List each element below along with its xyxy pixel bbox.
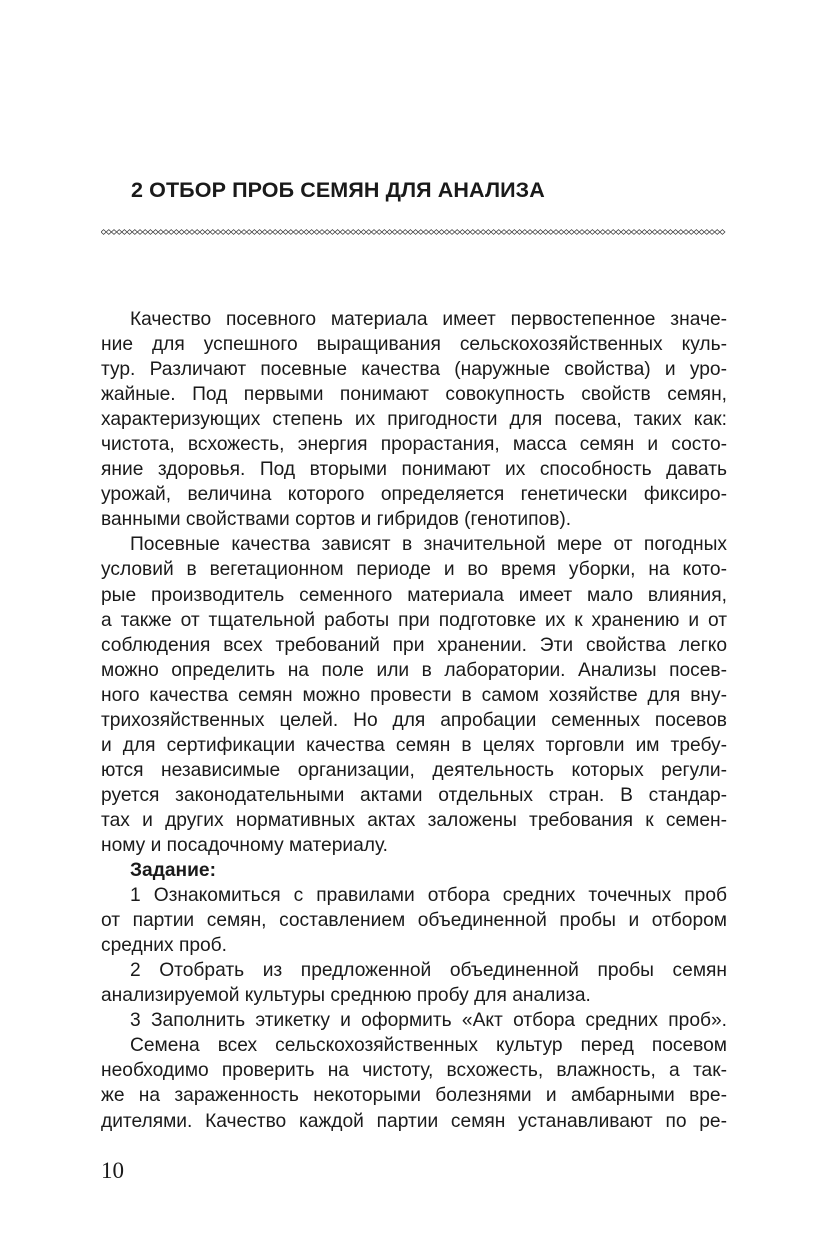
text-line: рые производитель семенного материала имеет мало влияния, xyxy=(101,584,727,606)
ornament-diamond xyxy=(221,230,226,235)
ornament-diamond xyxy=(153,230,158,235)
text-line: жайные. Под первыми понимают совокупность свойств семян, xyxy=(101,384,727,406)
ornament-diamond xyxy=(709,230,714,235)
ornament-diamond xyxy=(647,230,652,235)
ornament-diamond xyxy=(486,230,491,235)
text-line: характеризующих степень их пригодности для посева, таких как: xyxy=(101,409,727,431)
ornament-diamond xyxy=(720,230,725,235)
ornament-diamond xyxy=(465,230,470,235)
ornament-diamond xyxy=(304,230,309,235)
ornament-diamond xyxy=(361,230,366,235)
ornament-diamond xyxy=(257,230,262,235)
ornament-diamond xyxy=(475,230,480,235)
ornament-diamond xyxy=(205,230,210,235)
ornament-diamond xyxy=(423,230,428,235)
ornament-diamond xyxy=(642,230,647,235)
ornament-diamond xyxy=(278,230,283,235)
ornament-diamond xyxy=(626,230,631,235)
text-line: соблюдения всех требований при хранении. Эти свойства легко xyxy=(101,634,727,656)
ornament-diamond xyxy=(481,230,486,235)
ornament-diamond xyxy=(470,230,475,235)
ornament-diamond xyxy=(715,230,720,235)
ornament-diamond xyxy=(345,230,350,235)
ornament-diamond xyxy=(559,230,564,235)
body-text xyxy=(101,307,727,1134)
ornament-diamond xyxy=(377,230,382,235)
ornament-diamond xyxy=(595,230,600,235)
ornament-diamond xyxy=(444,230,449,235)
text-line: же на зараженность некоторыми болезнями и амбарными вре- xyxy=(101,1085,727,1107)
text-line: а также от тщательной работы при подготовке их к хранению и от xyxy=(101,609,727,631)
text-line: условий в вегетационном периоде и во время уборки, на кото- xyxy=(101,559,727,581)
ornament-diamond xyxy=(418,230,423,235)
text-line: можно определить на поле или в лаборатории. Анализы посев- xyxy=(101,659,727,681)
chapter-heading: 2 ОТБОР ПРОБ СЕМЯН ДЛЯ АНАЛИЗА xyxy=(131,178,545,202)
ornament-diamond xyxy=(668,230,673,235)
ornament-diamond xyxy=(184,230,189,235)
ornament-diamond xyxy=(408,230,413,235)
ornament-diamond xyxy=(605,230,610,235)
ornament-diamond xyxy=(517,230,522,235)
ornament-diamond xyxy=(507,230,512,235)
ornament-diamond xyxy=(538,230,543,235)
ornament-diamond xyxy=(293,230,298,235)
text-line: анализируемой культуры среднюю пробу для анализа. xyxy=(101,985,591,1007)
ornament-diamond xyxy=(247,230,252,235)
text-line: ванными свойствами сортов и гибридов (генотипов). xyxy=(101,509,572,531)
ornament-diamond xyxy=(501,230,506,235)
ornament-diamond xyxy=(569,230,574,235)
text-line: яние здоровья. Под вторыми понимают их способность давать xyxy=(101,459,727,481)
ornament-diamond xyxy=(403,230,408,235)
ornament-diamond xyxy=(704,230,709,235)
ornament-diamond xyxy=(548,230,553,235)
ornament-diamond xyxy=(330,230,335,235)
ornament-diamond xyxy=(241,230,246,235)
ornament-diamond xyxy=(267,230,272,235)
ornament-diamond xyxy=(694,230,699,235)
ornament-diamond xyxy=(533,230,538,235)
ornament-diamond xyxy=(387,230,392,235)
ornament-diamond xyxy=(392,230,397,235)
ornament-diamond xyxy=(288,230,293,235)
ornament-diamond xyxy=(631,230,636,235)
ornament-diamond xyxy=(111,230,116,235)
ornament-diamond xyxy=(174,230,179,235)
ornament-diamond xyxy=(397,230,402,235)
ornament-diamond xyxy=(252,230,257,235)
ornament-diamond xyxy=(101,230,106,235)
decorative-diamond-rule xyxy=(101,225,727,239)
ornament-diamond xyxy=(689,230,694,235)
ornament-diamond xyxy=(637,230,642,235)
ornament-diamond xyxy=(663,230,668,235)
text-line: Семена всех сельскохозяйственных культур перед посевом xyxy=(130,1035,727,1057)
ornament-diamond xyxy=(215,230,220,235)
ornament-diamond xyxy=(236,230,241,235)
text-line: ного качества семян можно провести в самом хозяйстве для вну- xyxy=(101,684,727,706)
ornament-diamond xyxy=(683,230,688,235)
ornament-diamond xyxy=(512,230,517,235)
ornament-diamond xyxy=(491,230,496,235)
ornament-diamond xyxy=(611,230,616,235)
ornament-diamond xyxy=(309,230,314,235)
text-line: ние для успешного выращивания сельскохозяйственных куль- xyxy=(101,334,727,356)
ornament-diamond xyxy=(117,230,122,235)
page-number: 10 xyxy=(101,1158,124,1183)
text-line: дителями. Качество каждой партии семян устанавливают по ре- xyxy=(101,1110,727,1132)
ornament-diamond xyxy=(579,230,584,235)
ornament-diamond xyxy=(106,230,111,235)
text-line: от партии семян, составлением объединенной пробы и отбором xyxy=(101,910,727,932)
ornament-diamond xyxy=(226,230,231,235)
ornament-diamond xyxy=(527,230,532,235)
ornament-diamond xyxy=(382,230,387,235)
ornament-diamond xyxy=(231,230,236,235)
ornament-diamond xyxy=(371,230,376,235)
text-line: средних проб. xyxy=(101,935,228,957)
ornament-diamond xyxy=(299,230,304,235)
ornament-diamond xyxy=(137,230,142,235)
text-line: тах и других нормативных актах заложены требования к семен- xyxy=(101,809,727,831)
text-line: тур. Различают посевные качества (наружные свойства) и уро- xyxy=(101,359,727,381)
ornament-diamond xyxy=(210,230,215,235)
task-heading: Задание: xyxy=(130,860,216,882)
ornament-diamond xyxy=(699,230,704,235)
ornament-diamond xyxy=(449,230,454,235)
ornament-diamond xyxy=(616,230,621,235)
task-item-2: 2 Отобрать из предложенной объединенной пробы семян xyxy=(130,960,727,982)
text-line: ному и посадочному материалу. xyxy=(101,834,388,856)
text-line: урожай, величина которого определяется генетически фиксиро- xyxy=(101,484,727,506)
ornament-diamond xyxy=(148,230,153,235)
ornament-diamond xyxy=(356,230,361,235)
ornament-diamond xyxy=(621,230,626,235)
text-line: руется законодательными актами отдельных стран. В стандар- xyxy=(101,784,727,806)
ornament-diamond xyxy=(590,230,595,235)
ornament-diamond xyxy=(553,230,558,235)
ornament-diamond xyxy=(522,230,527,235)
ornament-diamond xyxy=(169,230,174,235)
ornament-diamond xyxy=(496,230,501,235)
ornament-diamond xyxy=(574,230,579,235)
ornament-diamond xyxy=(319,230,324,235)
text-line: Качество посевного материала имеет первостепенное значе- xyxy=(130,309,727,330)
ornament-diamond xyxy=(189,230,194,235)
ornament-diamond xyxy=(678,230,683,235)
ornament-diamond xyxy=(122,230,127,235)
ornament-diamond xyxy=(564,230,569,235)
text-line: и для сертификации качества семян в целях торговли им требу- xyxy=(101,734,727,756)
ornament-diamond xyxy=(413,230,418,235)
ornament-diamond xyxy=(143,230,148,235)
ornament-diamond xyxy=(585,230,590,235)
ornament-diamond xyxy=(132,230,137,235)
ornament-diamond xyxy=(673,230,678,235)
text-line: трихозяйственных целей. Но для апробации семенных посевов xyxy=(101,709,727,731)
ornament-diamond xyxy=(314,230,319,235)
task-item-3: 3 Заполнить этикетку и оформить «Акт отбора средних проб». xyxy=(130,1010,727,1032)
text-line: ются независимые организации, деятельность которых регули- xyxy=(101,759,727,781)
ornament-diamond xyxy=(127,230,132,235)
ornament-diamond xyxy=(434,230,439,235)
ornament-diamond xyxy=(351,230,356,235)
ornament-diamond xyxy=(657,230,662,235)
ornament-diamond xyxy=(600,230,605,235)
ornament-diamond xyxy=(455,230,460,235)
ornament-diamond xyxy=(652,230,657,235)
ornament-diamond xyxy=(543,230,548,235)
ornament-diamond xyxy=(283,230,288,235)
ornament-diamond xyxy=(158,230,163,235)
text-line: необходимо проверить на чистоту, всхожесть, влажность, а так- xyxy=(101,1060,727,1082)
ornament-diamond xyxy=(273,230,278,235)
ornament-diamond xyxy=(195,230,200,235)
ornament-diamond xyxy=(340,230,345,235)
ornament-diamond xyxy=(439,230,444,235)
ornament-diamond xyxy=(366,230,371,235)
ornament-diamond xyxy=(429,230,434,235)
task-item-1: 1 Ознакомиться с правилами отбора средних точечных проб xyxy=(130,885,727,907)
ornament-diamond xyxy=(325,230,330,235)
text-line: чистота, всхожесть, энергия прорастания, масса семян и состо- xyxy=(101,434,727,456)
ornament-diamond xyxy=(179,230,184,235)
ornament-diamond xyxy=(460,230,465,235)
text-line: Посевные качества зависят в значительной мере от погодных xyxy=(130,534,727,556)
ornament-diamond xyxy=(262,230,267,235)
ornament-diamond xyxy=(163,230,168,235)
ornament-diamond xyxy=(335,230,340,235)
ornament-diamond xyxy=(200,230,205,235)
